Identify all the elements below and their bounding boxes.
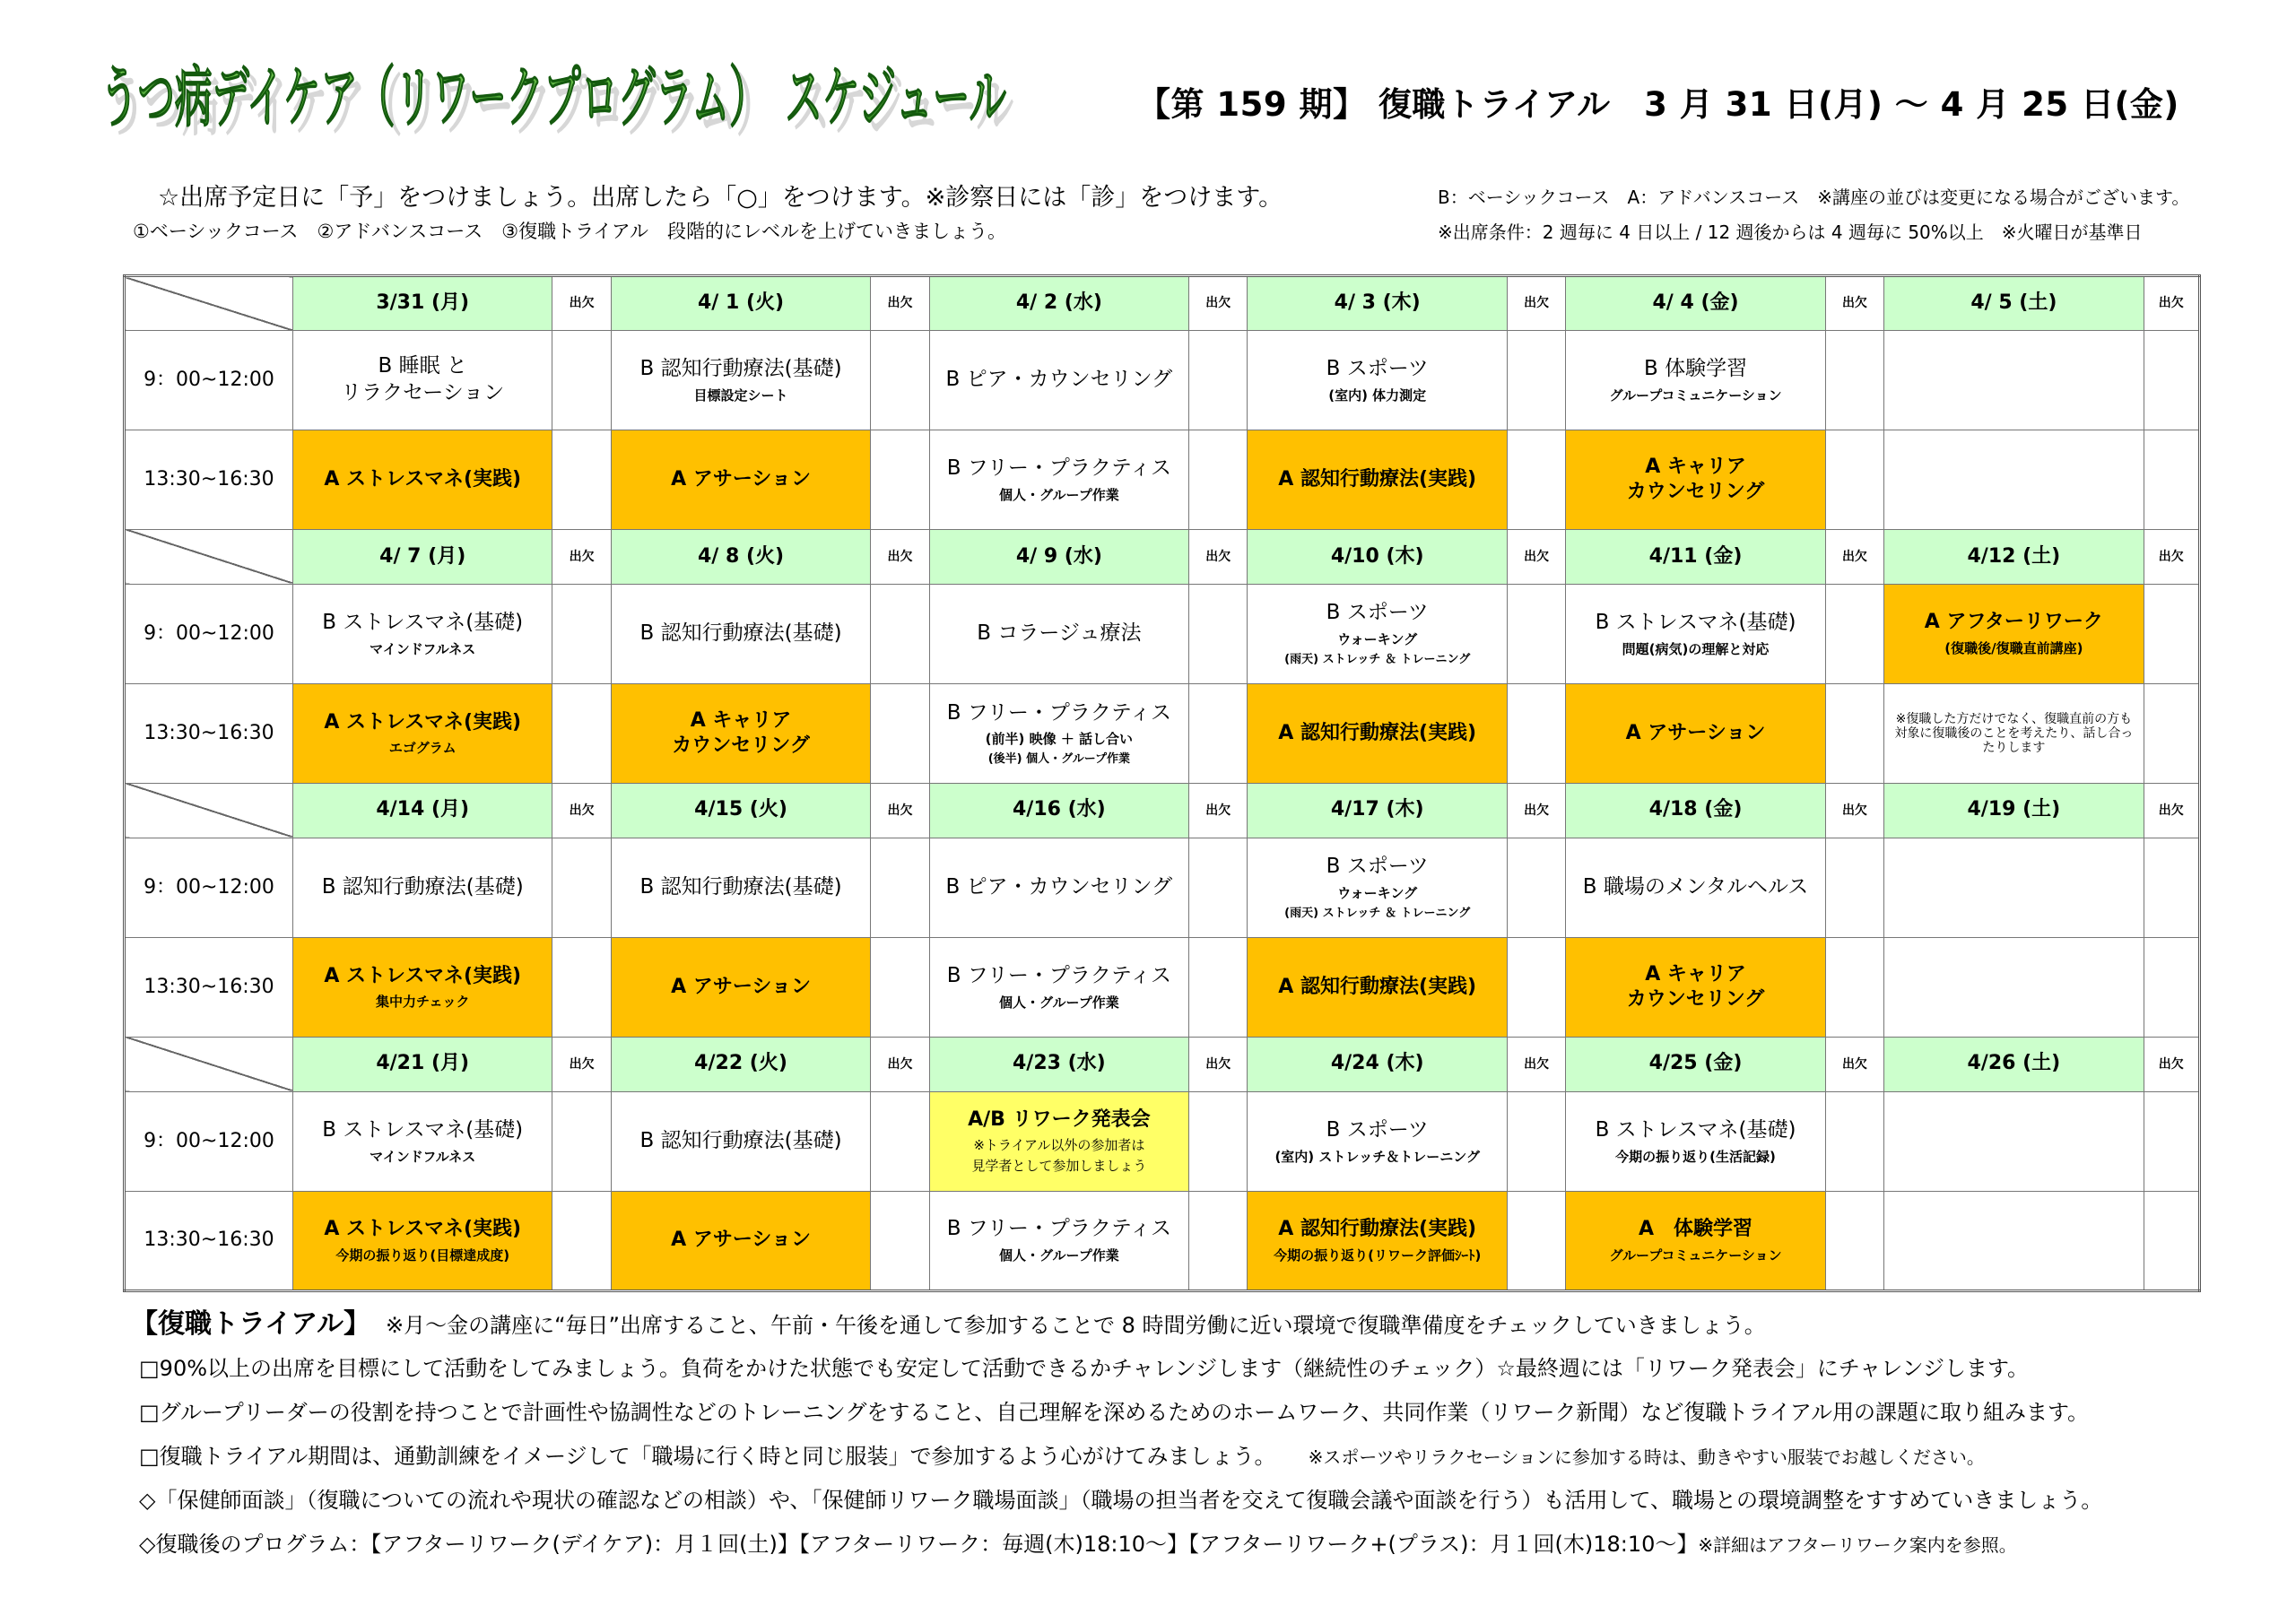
attendance-header: 出欠 <box>1825 529 1883 584</box>
date-header: 4/ 3 (木) <box>1248 276 1508 331</box>
attendance-cell[interactable] <box>1825 684 1883 784</box>
class-title: B フリー・プラクティス <box>946 1217 1172 1241</box>
class-cell <box>929 1192 1189 1291</box>
class-detail: 個人・グループ作業 <box>998 1247 1119 1264</box>
corner-cell <box>125 783 293 838</box>
class-cell <box>1248 330 1508 430</box>
date-header: 4/24 (木) <box>1248 1037 1508 1091</box>
attendance-header: 出欠 <box>1507 529 1565 584</box>
attendance-header: 出欠 <box>552 529 611 584</box>
class-title: A キャリア <box>1645 962 1746 986</box>
date-header: 4/12 (土) <box>1884 529 2144 584</box>
time-slot-pm: 13:30~16:30 <box>125 938 293 1038</box>
class-title: A 認知行動療法(実践) <box>1278 721 1477 744</box>
session-row-pm <box>125 684 2200 784</box>
class-cell <box>1566 1192 1826 1291</box>
attendance-cell[interactable] <box>1507 938 1565 1038</box>
class-cell <box>611 430 871 530</box>
attendance-cell[interactable] <box>1825 838 1883 938</box>
trial-item-4: ◇「保健師面談」（復職についての流れや現状の確認などの相談）や、「保健師リワーク職場面談」（職場の担当者を交えて復職会議や面談を行う）も活用して、職場との環境調整をすすめていきましょう。 <box>139 1488 2103 1513</box>
corner-cell <box>125 276 293 331</box>
class-cell <box>1566 330 1826 430</box>
date-header: 4/11 (金) <box>1566 529 1826 584</box>
class-detail: (復職後/復職直前講座) <box>1944 640 2083 657</box>
class-title: B スポーツ <box>1326 1117 1429 1142</box>
attendance-cell[interactable] <box>552 1091 611 1192</box>
date-header: 4/10 (木) <box>1248 529 1508 584</box>
class-title: B 認知行動療法(基礎) <box>321 875 524 899</box>
attendance-cell[interactable] <box>552 838 611 938</box>
attendance-header: 出欠 <box>1825 276 1883 331</box>
attendance-cell[interactable] <box>552 584 611 684</box>
session-row-am <box>125 1091 2200 1192</box>
date-header: 4/16 (水) <box>929 783 1189 838</box>
date-header: 3/31 (月) <box>292 276 552 331</box>
attendance-cell[interactable] <box>2144 1192 2199 1291</box>
class-cell <box>1566 1091 1826 1192</box>
class-cell <box>1248 838 1508 938</box>
date-header: 4/ 2 (水) <box>929 276 1189 331</box>
attendance-cell[interactable] <box>871 430 929 530</box>
class-cell <box>1884 838 2144 938</box>
attendance-header: 出欠 <box>1189 276 1248 331</box>
class-title: A ストレスマネ(実践) <box>324 467 522 491</box>
class-title: A 認知行動療法(実践) <box>1278 467 1477 491</box>
time-slot-pm: 13:30~16:30 <box>125 1192 293 1291</box>
class-title-line2: カウンセリング <box>672 734 810 758</box>
date-header: 4/19 (土) <box>1884 783 2144 838</box>
attendance-cell[interactable] <box>552 430 611 530</box>
attendance-condition: ※出席条件：2 週毎に 4 日以上 / 12 週後からは 4 週毎に 50%以上 ※火曜日が基準日 <box>1438 221 2143 243</box>
class-cell <box>1566 584 1826 684</box>
class-title: B ストレスマネ(基礎) <box>1595 1117 1796 1142</box>
attendance-cell[interactable] <box>1507 1091 1565 1192</box>
attendance-cell[interactable] <box>2144 838 2199 938</box>
attendance-header: 出欠 <box>871 529 929 584</box>
attendance-header: 出欠 <box>552 783 611 838</box>
attendance-cell[interactable] <box>871 838 929 938</box>
attendance-cell[interactable] <box>1189 1091 1248 1192</box>
class-title: B コラージュ療法 <box>977 621 1142 646</box>
class-cell <box>611 684 871 784</box>
class-cell <box>1248 584 1508 684</box>
time-slot-am: 9：00~12:00 <box>125 330 293 430</box>
attendance-cell[interactable] <box>2144 330 2199 430</box>
attendance-cell[interactable] <box>871 1091 929 1192</box>
class-cell <box>292 938 552 1038</box>
trial-item-3-text: □復職トライアル期間は、通勤訓練をイメージして「職場に行く時と同じ服装」で参加するよう心がけてみましょう。 <box>139 1444 1265 1469</box>
class-cell <box>929 938 1189 1038</box>
class-cell <box>1248 430 1508 530</box>
attendance-header: 出欠 <box>1825 1037 1883 1091</box>
week-header-row <box>125 276 2200 331</box>
class-title: B 睡眠 と <box>378 354 467 378</box>
class-detail-2: (雨天) ストレッチ ＆ トレーニング <box>1284 652 1471 666</box>
class-title: B 認知行動療法(基礎) <box>639 875 842 899</box>
attendance-cell[interactable] <box>1189 938 1248 1038</box>
session-row-am <box>125 838 2200 938</box>
attendance-cell[interactable] <box>1189 838 1248 938</box>
class-cell <box>1884 1091 2144 1192</box>
class-title: B フリー・プラクティス <box>946 456 1172 480</box>
attendance-header: 出欠 <box>1507 276 1565 331</box>
attendance-cell[interactable] <box>552 684 611 784</box>
attendance-cell[interactable] <box>1825 584 1883 684</box>
class-title: A 認知行動療法(実践) <box>1278 1218 1477 1241</box>
date-header: 4/23 (水) <box>929 1037 1189 1091</box>
date-header: 4/25 (金) <box>1566 1037 1826 1091</box>
attendance-header: 出欠 <box>2144 783 2199 838</box>
class-cell <box>292 838 552 938</box>
attendance-cell[interactable] <box>2144 684 2199 784</box>
class-title: A キャリア <box>690 708 792 732</box>
class-title: B 体験学習 <box>1643 356 1748 380</box>
trial-heading: 【復職トライアル】 <box>131 1308 370 1340</box>
class-detail: マインドフルネス <box>370 640 476 657</box>
class-detail: グループコミュニケーション <box>1609 1246 1782 1264</box>
class-cell <box>929 584 1189 684</box>
class-cell <box>1248 684 1508 784</box>
attendance-header: 出欠 <box>871 1037 929 1091</box>
class-cell <box>929 838 1189 938</box>
attendance-cell[interactable] <box>1825 330 1883 430</box>
attendance-cell[interactable] <box>1507 584 1565 684</box>
attendance-header: 出欠 <box>871 783 929 838</box>
class-detail: 集中力チェック <box>375 994 470 1011</box>
class-detail: ウォーキング <box>1337 631 1418 648</box>
attendance-cell[interactable] <box>871 1192 929 1291</box>
date-header: 4/ 5 (土) <box>1884 276 2144 331</box>
date-header: 4/15 (火) <box>611 783 871 838</box>
attendance-header: 出欠 <box>2144 529 2199 584</box>
date-header: 4/ 7 (月) <box>292 529 552 584</box>
course-levels-note: ①ベーシックコース ②アドバンスコース ③復職トライアル 段階的にレベルを上げていきましょう。 <box>133 221 1006 242</box>
class-title: A ストレスマネ(実践) <box>324 1218 522 1241</box>
attendance-cell[interactable] <box>1507 684 1565 784</box>
page-title-text: うつ病デイケア（リワークプログラム） スケジュール <box>100 59 1006 136</box>
attendance-header: 出欠 <box>1189 529 1248 584</box>
time-slot-pm: 13:30~16:30 <box>125 430 293 530</box>
class-cell <box>1884 584 2144 684</box>
time-slot-am: 9：00~12:00 <box>125 584 293 684</box>
time-slot-pm: 13:30~16:30 <box>125 684 293 784</box>
class-detail: リラクセーション <box>341 380 505 404</box>
class-note: ※復職した方だけでなく、復職直前の方も対象に復職後のことを考えたり、話し合ったりします <box>1894 712 2134 756</box>
date-header: 4/21 (月) <box>292 1037 552 1091</box>
class-detail: 個人・グループ作業 <box>998 994 1119 1011</box>
class-cell <box>1884 430 2144 530</box>
trial-item-2: □グループリーダーの役割を持つことで計画性や協調性などのトレーニングをすること、自己理解を深めるためのホームワーク、共同作業（リワーク新聞）など復職トライアル用の課題に取り組みます。 <box>139 1400 2090 1425</box>
attendance-header: 出欠 <box>1189 1037 1248 1091</box>
trial-item-3 <box>139 1438 1985 1470</box>
class-cell <box>1566 838 1826 938</box>
class-detail-2: (雨天) ストレッチ ＆ トレーニング <box>1284 906 1471 920</box>
class-detail: 今期の振り返り(リワーク評価ｼｰﾄ) <box>1274 1246 1482 1264</box>
class-title-line2: カウンセリング <box>1626 481 1765 504</box>
class-cell <box>611 938 871 1038</box>
date-header: 4/ 4 (金) <box>1566 276 1826 331</box>
session-row-pm <box>125 430 2200 530</box>
attendance-cell[interactable] <box>1189 430 1248 530</box>
trial-item-5 <box>139 1526 2017 1558</box>
class-title: B ストレスマネ(基礎) <box>322 610 524 634</box>
class-title-line2: カウンセリング <box>1626 988 1765 1012</box>
class-detail: 問題(病気)の理解と対応 <box>1622 640 1770 657</box>
class-detail-2: 見学者として参加しましょう <box>971 1158 1147 1175</box>
session-row-pm <box>125 1192 2200 1291</box>
trial-item-1: □90%以上の出席を目標にして活動をしてみましょう。負荷をかけた状態でも安定して活動できるかチャレンジします（継続性のチェック）☆最終週には「リワーク発表会」にチャレンジします。 <box>139 1356 2030 1381</box>
date-header: 4/17 (木) <box>1248 783 1508 838</box>
class-title: A アサーション <box>671 975 811 998</box>
session-row-am <box>125 330 2200 430</box>
class-title: B スポーツ <box>1326 356 1429 380</box>
date-header: 4/14 (月) <box>292 783 552 838</box>
attendance-cell[interactable] <box>552 330 611 430</box>
class-title: B フリー・プラクティス <box>946 700 1172 725</box>
attendance-cell[interactable] <box>1825 938 1883 1038</box>
week-header-row <box>125 1037 2200 1091</box>
class-title: A ストレスマネ(実践) <box>324 964 522 987</box>
class-cell <box>929 684 1189 784</box>
attendance-cell[interactable] <box>552 938 611 1038</box>
class-title: B 認知行動療法(基礎) <box>639 1129 842 1152</box>
attendance-header: 出欠 <box>552 276 611 331</box>
week-header-row <box>125 783 2200 838</box>
class-detail: (室内) ストレッチ＆トレーニング <box>1274 1148 1480 1165</box>
class-detail: 目標設定シート <box>693 386 788 404</box>
attendance-cell[interactable] <box>1507 330 1565 430</box>
class-title: A ストレスマネ(実践) <box>324 710 522 734</box>
class-detail: ウォーキング <box>1337 885 1418 902</box>
class-title: A アサーション <box>671 1229 811 1252</box>
class-cell <box>292 1192 552 1291</box>
class-detail: (前半) 映像 ＋ 話し合い <box>985 731 1134 748</box>
attendance-header: 出欠 <box>1189 783 1248 838</box>
class-cell <box>292 1091 552 1192</box>
class-title: B スポーツ <box>1326 855 1429 879</box>
class-detail: エゴグラム <box>388 740 457 757</box>
class-title: B 認知行動療法(基礎) <box>639 356 842 380</box>
attendance-cell[interactable] <box>871 584 929 684</box>
attendance-cell[interactable] <box>2144 938 2199 1038</box>
attendance-cell[interactable] <box>1507 1192 1565 1291</box>
attendance-cell[interactable] <box>2144 584 2199 684</box>
class-cell <box>292 330 552 430</box>
class-title: A/B リワーク発表会 <box>968 1108 1151 1132</box>
class-title: B ストレスマネ(基礎) <box>322 1117 524 1142</box>
date-header: 4/26 (土) <box>1884 1037 2144 1091</box>
class-cell <box>929 430 1189 530</box>
class-cell <box>1884 330 2144 430</box>
trial-description: ※月～金の講座に“毎日”出席すること、午前・午後を通して参加することで 8 時間労働に近い環境で復職準備度をチェックしていきましょう。 <box>386 1313 1766 1338</box>
session-row-pm <box>125 938 2200 1038</box>
class-cell <box>929 1091 1189 1192</box>
class-title: B ピア・カウンセリング <box>945 368 1173 392</box>
time-slot-am: 9：00~12:00 <box>125 838 293 938</box>
class-cell <box>1884 684 2144 784</box>
class-detail: マインドフルネス <box>370 1148 476 1165</box>
week-header-row <box>125 529 2200 584</box>
class-cell <box>1248 938 1508 1038</box>
attendance-instructions: ☆出席予定日に「予」をつけましょう。出席したら「○」をつけます。※診察日には「診」をつけます。 <box>158 184 1283 212</box>
attendance-cell[interactable] <box>1189 684 1248 784</box>
attendance-header: 出欠 <box>1507 1037 1565 1091</box>
attendance-header: 出欠 <box>2144 1037 2199 1091</box>
trial-item-5-note: ※詳細はアフターリワーク案内を参照。 <box>1698 1534 2017 1556</box>
date-header: 4/ 1 (火) <box>611 276 871 331</box>
class-title: A アサーション <box>671 467 811 491</box>
attendance-header: 出欠 <box>552 1037 611 1091</box>
class-cell <box>1566 684 1826 784</box>
class-cell <box>292 430 552 530</box>
session-row-am <box>125 584 2200 684</box>
class-detail: (室内) 体力測定 <box>1328 386 1427 404</box>
class-title: A キャリア <box>1645 455 1746 478</box>
attendance-header: 出欠 <box>1507 783 1565 838</box>
class-title: B フリー・プラクティス <box>946 963 1172 987</box>
attendance-cell[interactable] <box>2144 430 2199 530</box>
class-title: B 職場のメンタルヘルス <box>1582 875 1809 899</box>
class-detail: 個人・グループ作業 <box>998 486 1119 503</box>
attendance-cell[interactable] <box>2144 1091 2199 1192</box>
date-header: 4/ 8 (火) <box>611 529 871 584</box>
class-cell <box>292 684 552 784</box>
class-detail: 今期の振り返り(生活記録) <box>1615 1148 1776 1165</box>
class-cell <box>611 1192 871 1291</box>
time-slot-am: 9：00~12:00 <box>125 1091 293 1192</box>
attendance-header: 出欠 <box>871 276 929 331</box>
attendance-cell[interactable] <box>1825 1091 1883 1192</box>
attendance-cell[interactable] <box>1189 584 1248 684</box>
class-title: B 認知行動療法(基礎) <box>639 621 842 646</box>
attendance-cell[interactable] <box>1189 330 1248 430</box>
attendance-cell[interactable] <box>871 684 929 784</box>
class-title: B ピア・カウンセリング <box>945 875 1173 899</box>
class-cell <box>929 330 1189 430</box>
class-title: A 認知行動療法(実践) <box>1278 975 1477 998</box>
attendance-cell[interactable] <box>1507 430 1565 530</box>
trial-item-3-note: ※スポーツやリラクセーションに参加する時は、動きやすい服装でお越しください。 <box>1308 1446 1985 1468</box>
class-cell <box>611 584 871 684</box>
class-cell <box>611 1091 871 1192</box>
class-title: A 体験学習 <box>1639 1218 1753 1241</box>
corner-cell <box>125 529 293 584</box>
class-cell <box>1248 1091 1508 1192</box>
schedule-table <box>123 274 2201 1292</box>
attendance-cell[interactable] <box>871 938 929 1038</box>
corner-cell <box>125 1037 293 1091</box>
attendance-cell[interactable] <box>871 330 929 430</box>
class-cell <box>1566 430 1826 530</box>
period-heading: 【第 159 期】 復職トライアル 3 月 31 日(月) ～ 4 月 25 日(金) <box>1137 85 2179 124</box>
class-cell <box>292 584 552 684</box>
class-cell <box>611 330 871 430</box>
trial-item-5-text: ◇復職後のプログラム：【アフターリワーク(デイケア)：月１回(土)】【アフターリワーク：毎週(木)18:10～】【アフターリワーク+(プラス)：月１回(木)18:10～】 <box>139 1532 1699 1557</box>
date-header: 4/ 9 (水) <box>929 529 1189 584</box>
class-detail: 今期の振り返り(目標達成度) <box>335 1246 510 1264</box>
attendance-cell[interactable] <box>1825 1192 1883 1291</box>
attendance-cell[interactable] <box>1189 1192 1248 1291</box>
attendance-cell[interactable] <box>1825 430 1883 530</box>
class-title: B ストレスマネ(基礎) <box>1595 610 1796 634</box>
course-legend: B：ベーシックコース A：アドバンスコース ※講座の並びは変更になる場合がございます。 <box>1438 187 2190 208</box>
class-title: B スポーツ <box>1326 601 1429 625</box>
class-title: A アサーション <box>1625 721 1766 744</box>
page-title <box>100 41 1024 144</box>
attendance-header: 出欠 <box>1825 783 1883 838</box>
attendance-header: 出欠 <box>2144 276 2199 331</box>
page-title-shadow: うつ病デイケア（リワークプログラム） スケジュール <box>108 68 1013 144</box>
class-cell <box>611 838 871 938</box>
date-header: 4/22 (火) <box>611 1037 871 1091</box>
date-header: 4/18 (金) <box>1566 783 1826 838</box>
class-cell <box>1566 938 1826 1038</box>
class-detail: グループコミュニケーション <box>1609 386 1782 404</box>
class-cell <box>1884 938 2144 1038</box>
class-cell <box>1884 1192 2144 1291</box>
class-detail-2: (後半) 個人・グループ作業 <box>987 751 1131 766</box>
attendance-cell[interactable] <box>552 1192 611 1291</box>
class-detail: ※トライアル以外の参加者は <box>973 1136 1145 1153</box>
attendance-cell[interactable] <box>1507 838 1565 938</box>
class-cell <box>1248 1192 1508 1291</box>
class-title: A アフターリワーク <box>1924 611 2103 634</box>
